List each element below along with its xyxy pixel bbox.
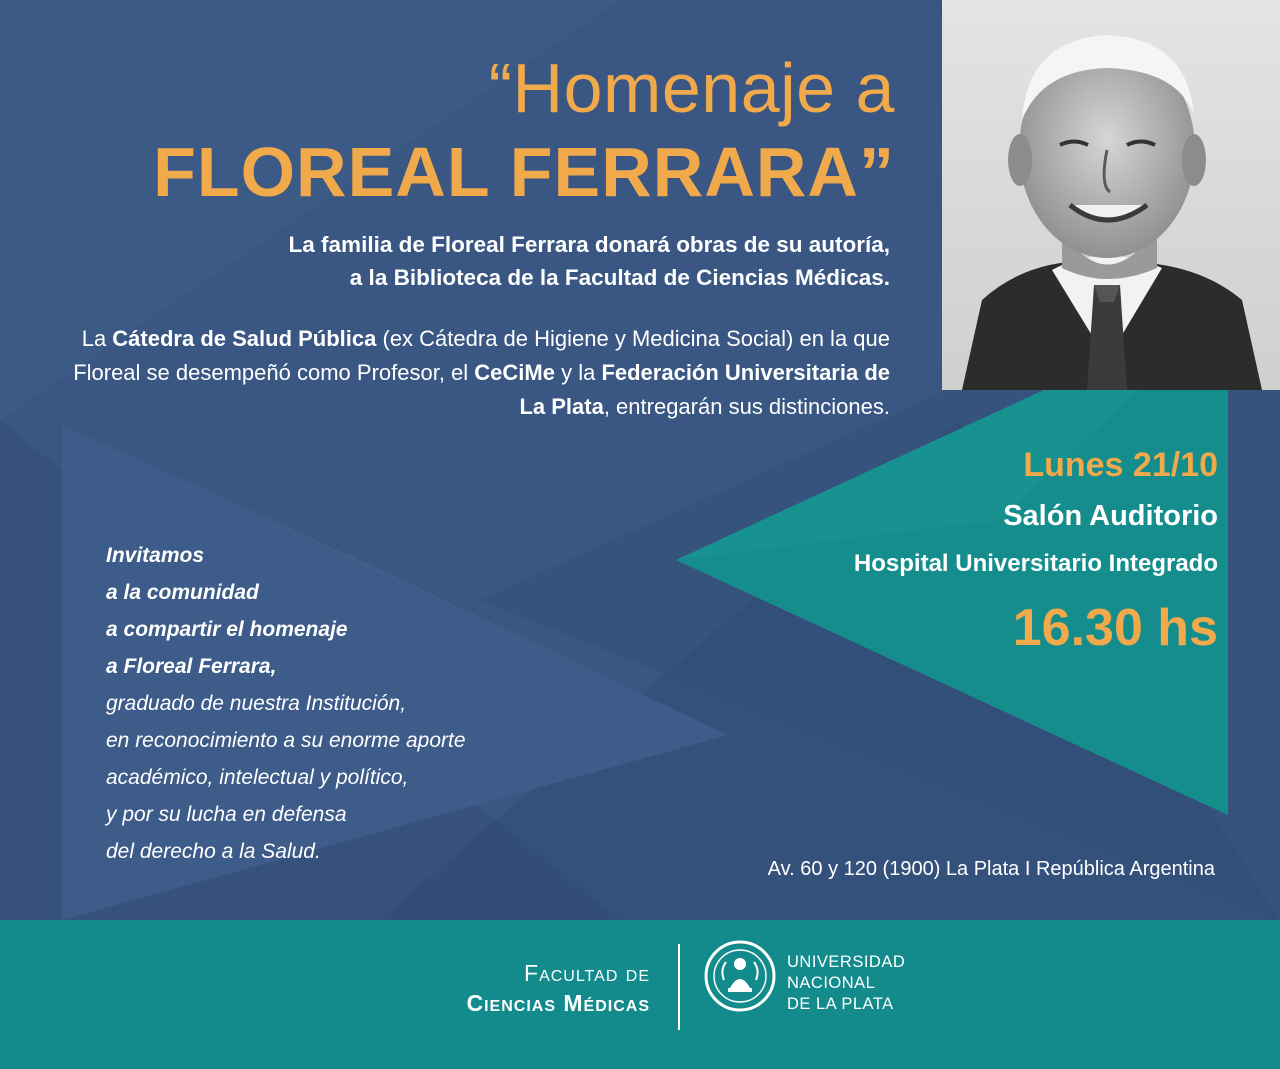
event-hospital: Hospital Universitario Integrado [853,550,1218,577]
address: Av. 60 y 120 (1900) La Plata I República Argentina [767,858,1215,880]
event-time: 16.30 hs [1012,599,1218,657]
university-line-1: UNIVERSIDAD [787,953,906,971]
invitation-line: y por su lucha en defensa [106,803,347,826]
faculty-line-2: Ciencias Médicas [466,990,650,1016]
subtitle-line-1: La familia de Floreal Ferrara donará obras de su autoría, [288,232,890,257]
catedra-bold-3: Federación Universitaria de La Plata [519,360,890,419]
invitation-bold-line: a compartir el homenaje [106,618,348,641]
invitation-line: del derecho a la Salud. [106,840,321,863]
invitation-bold-line: a Floreal Ferrara, [106,655,277,678]
title-line-2: FLOREAL FERRARA” [153,133,895,211]
footer-divider [678,944,680,1030]
catedra-text-4: , entregarán sus distinciones. [603,394,890,419]
university-seal-icon [704,940,776,1012]
portrait-photo [942,0,1280,390]
subtitle [90,228,890,294]
catedra-text-2: (ex Cátedra de Higiene y Medicina Social) en la que Floreal se desempeñó como Profesor, el [73,326,890,385]
title-line-1: “Homenaje a [488,49,895,127]
event-date: Lunes 21/10 [1023,446,1218,484]
invitation-line: en reconocimiento a su enorme aporte [106,729,466,752]
invitation-bold-line: Invitamos [106,544,205,567]
invitation-text [106,537,606,870]
faculty-logo-text [466,958,650,1018]
invitation-bold-line: a la comunidad [106,581,259,604]
subtitle-line-2: a la Biblioteca de la Facultad de Ciencias Médicas. [349,265,890,290]
catedra-text-1: La [81,326,113,351]
university-line-2: NACIONAL [787,974,876,992]
university-logo-text [787,952,905,1015]
event-room: Salón Auditorio [1003,500,1218,532]
distinctions-paragraph [70,322,890,424]
invitation-line: graduado de nuestra Institución, [106,692,407,715]
catedra-bold-1: Cátedra de Salud Pública [112,326,377,351]
invitation-line: académico, intelectual y político, [106,766,409,789]
university-line-3: DE LA PLATA [787,995,894,1013]
faculty-line-1: Facultad de [524,960,650,986]
catedra-text-3: y la [554,360,602,385]
catedra-bold-2: CeCiMe [474,360,555,385]
